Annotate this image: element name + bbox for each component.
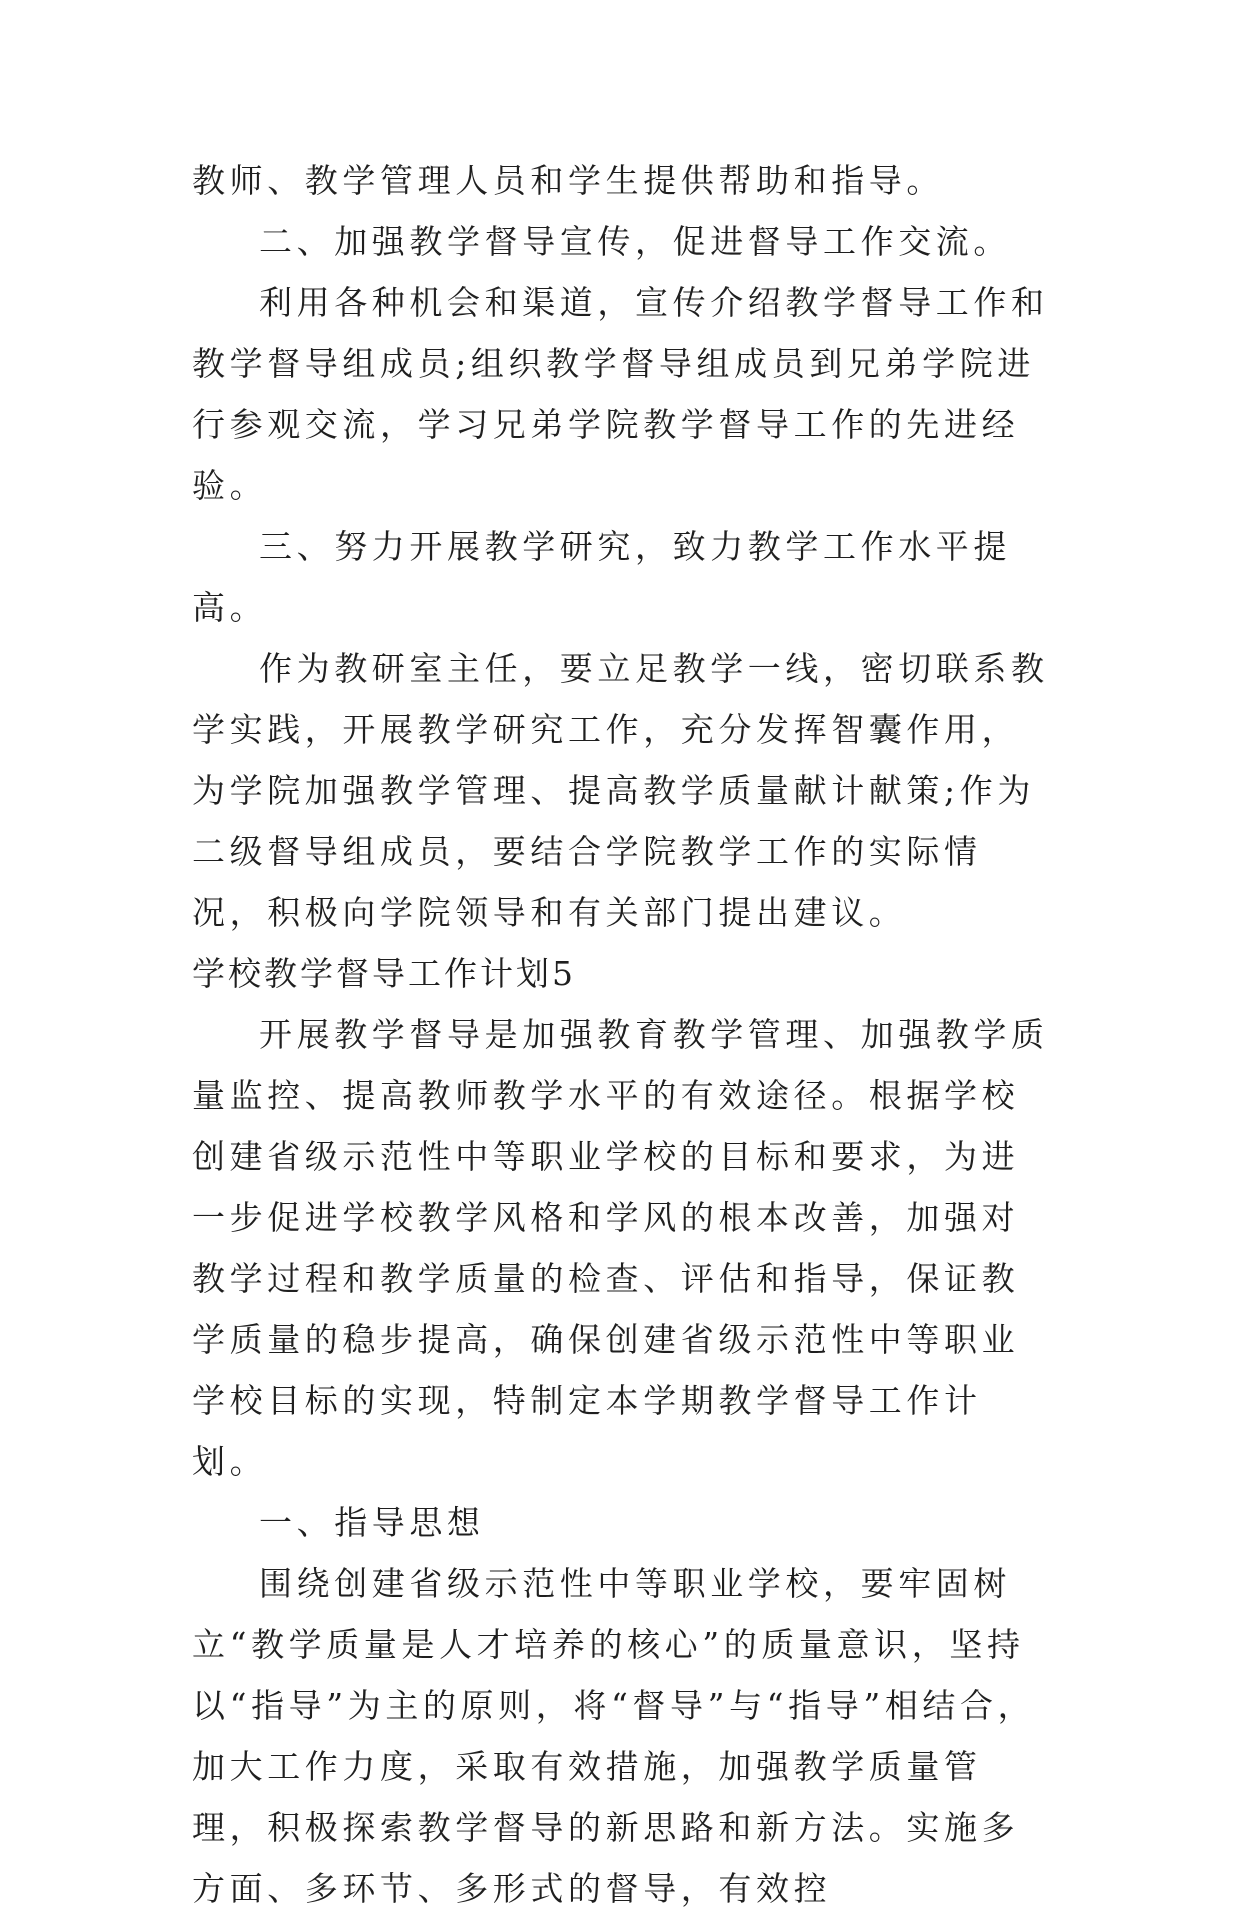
- body-paragraph: 利用各种机会和渠道，宣传介绍教学督导工作和教学督导组成员;组织教学督导组成员到兄弟学院进行参观交流，学习兄弟学院教学督导工作的先进经验。: [192, 283, 1049, 505]
- body-paragraph: 围绕创建省级示范性中等职业学校，要牢固树立“教学质量是人才培养的核心”的质量意识，坚持以“指导”为主的原则，将“督导”与“指导”相结合，加大工作力度，采取有效措施，加强教学质量管理，积极探索教学督导的新思路和新方法。实施多方面、多环节、多形式的督导，有效控: [192, 1564, 1036, 1908]
- body-paragraph: 作为教研室主任，要立足教学一线，密切联系教学实践，开展教学研究工作，充分发挥智囊作用，为学院加强教学管理、提高教学质量献计献策;作为二级督导组成员，要结合学院教学工作的实际情况，积极向学院领导和有关部门提出建议。: [192, 649, 1049, 932]
- section-heading-2: 二、加强教学督导宣传，促进督导工作交流。: [259, 222, 1011, 261]
- section-heading-1: 一、指导思想: [259, 1503, 485, 1542]
- body-paragraph: 开展教学督导是加强教育教学管理、加强教学质量监控、提高教师教学水平的有效途径。根据学校创建省级示范性中等职业学校的目标和要求，为进一步促进学校教学风格和学风的根本改善，加强对教学过程和教学质量的检查、评估和指导，保证教学质量的稳步提高，确保创建省级示范性中等职业学校目标的实现，特制定本学期教学督导工作计划。: [192, 1015, 1049, 1481]
- document-title: 学校教学督导工作计划5: [192, 954, 576, 993]
- paragraph-continuation: 教师、教学管理人员和学生提供帮助和指导。: [192, 161, 944, 200]
- document-body: [192, 150, 1052, 1919]
- section-heading-3: 三、努力开展教学研究，致力教学工作水平提高。: [192, 527, 1011, 627]
